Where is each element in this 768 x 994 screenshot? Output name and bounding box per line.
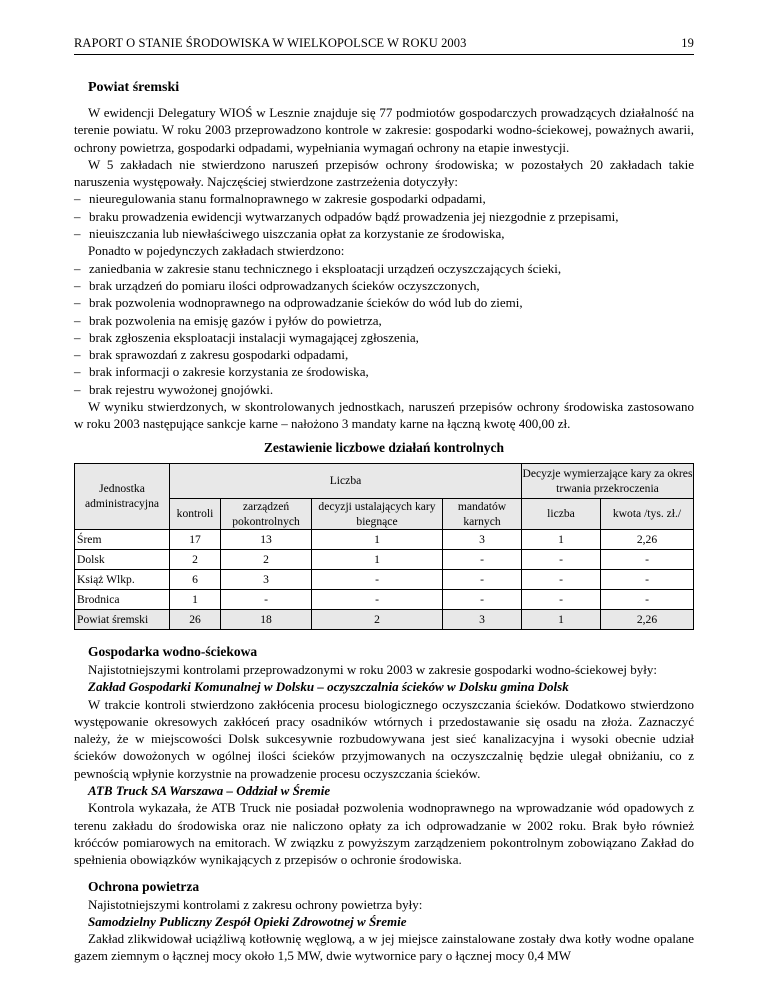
liczba-header: liczba	[522, 498, 601, 529]
count-group-header: Liczba	[170, 463, 522, 498]
table-row: Dolsk 2 2 1 - - -	[75, 549, 694, 569]
list-item: – brak rejestru wywożonej gnojówki.	[74, 381, 274, 397]
mandatow-header: mandatów karnych	[443, 498, 522, 529]
table-row: Śrem 17 13 1 3 1 2,26	[75, 529, 694, 549]
table-row: Książ Wlkp. 6 3 - - - -	[75, 569, 694, 589]
air-subheading: Samodzielny Publiczny Zespół Opieki Zdrowotnej w Śremie	[88, 913, 407, 929]
running-header	[74, 36, 694, 51]
list-item: – nieuregulowania stanu formalnoprawnego w zakresie gospodarki odpadami,	[74, 191, 486, 207]
page-number: 19	[681, 36, 694, 50]
list-item: – brak urządzeń do pomiaru ilości odprowadzanych ścieków oczyszczonych,	[74, 277, 480, 293]
water-subheading: ATB Truck SA Warszawa – Oddział w Śremie	[88, 783, 331, 799]
decyzji-header: decyzji ustalających kary biegnące	[312, 498, 443, 529]
water-paragraph: Kontrola wykazała, że ATB Truck nie posiadał pozwolenia wodnoprawnego na wprowadzanie wód opadowych z terenu zakładu do środowiska oraz nie naliczono opłaty za ich odprowadzanie w 2002 roku. Brak było również króćców pomiarowych na emitorach. W związku z powyższym zarządzeniem pokontrolnym zobowiązano Zakład do spełnienia obowiązków wynikających z przepisów o ochronie środowiska.	[74, 800, 694, 868]
air-section-title: Ochrona powietrza	[88, 878, 200, 894]
water-section-title: Gospodarka wodno-ściekowa	[88, 643, 258, 659]
section-title: Powiat śremski	[88, 80, 180, 95]
list-item: – brak pozwolenia na emisję gazów i pyłów do powietrza,	[74, 312, 382, 328]
kontroli-header: kontroli	[170, 498, 221, 529]
summary-paragraph: W wyniku stwierdzonych, w skontrolowanych jednostkach, naruszeń przepisów ochrony środowiska zastosowano w roku 2003 następujące sankcje karne – nałożono 3 mandaty karne na łączną kwotę 400,00 zł.	[74, 399, 694, 432]
header-divider	[74, 54, 694, 55]
list-item: – braku prowadzenia ewidencji wytwarzanych odpadów bądź prowadzenia jej niezgodnie z przepisami,	[74, 208, 619, 224]
air-intro: Najistotniejszymi kontrolami z zakresu ochrony powietrza były:	[88, 896, 423, 912]
water-intro: Najistotniejszymi kontrolami przeprowadzonymi w roku 2003 w zakresie gospodarki wodno-ściekowej były:	[88, 661, 657, 677]
control-actions-table	[74, 463, 694, 630]
list-item: – brak sprawozdań z zakresu gospodarki odpadami,	[74, 347, 349, 363]
list2-intro: Ponadto w pojedynczych zakładach stwierdzono:	[88, 243, 345, 259]
report-title: RAPORT O STANIE ŚRODOWISKA W WIELKOPOLSCE W ROKU 2003	[74, 36, 467, 50]
zarzadzen-header: zarządzeń pokontrolnych	[221, 498, 312, 529]
list-item: – brak informacji o zakresie korzystania ze środowiska,	[74, 364, 369, 380]
violations-list	[74, 190, 694, 242]
table-header-row	[75, 463, 694, 498]
table-title: Zestawienie liczbowe działań kontrolnych	[263, 439, 505, 455]
single-violations-list	[74, 260, 694, 398]
air-paragraph: Zakład zlikwidował uciążliwą kotłownię węglową, a w jej miejsce zainstalowane zostały dwa kotły wodne opalane gazem ziemnym o łącznej mocy około 1,5 MW, dwie wytwornice pary o łącznej mocy 0,4 MW	[74, 931, 694, 964]
table-row: Brodnica 1 - - - - -	[75, 589, 694, 609]
intro-paragraph: W 5 zakładach nie stwierdzono naruszeń przepisów ochrony środowiska; w pozostałych 20 zakładach takie naruszenia występowały. Najczęściej stwierdzone zastrzeżenia dotyczyły:	[74, 156, 694, 190]
intro-paragraph: W ewidencji Delegatury WIOŚ w Lesznie znajduje się 77 podmiotów gospodarczych prowadzących działalność na terenie powiatu. W roku 2003 przeprowadzono kontrole w zakresie: gospodarki wodno-ściekowej, poważnych awarii, ochrony powietrza, gospodarki odpadami, wypełniania wymagań ochrony na etapie inwestycji.	[74, 105, 694, 155]
table-total-row: Powiat śremski 26 18 2 3 1 2,26	[75, 609, 694, 629]
water-subheading: Zakład Gospodarki Komunalnej w Dolsku – oczyszczalnia ścieków w Dolsku gmina Dolsk	[88, 679, 569, 695]
list-item: – brak pozwolenia wodnoprawnego na odprowadzanie ścieków do wód lub do ziemi,	[74, 295, 523, 311]
water-paragraph: W trakcie kontroli stwierdzono zakłócenia procesu biologicznego oczyszczania ścieków. Dodatkowo stwierdzono występowanie okresowych zakłóceń pracy osadników wtórnych i przedostawanie się osadu na złoża. Zaznaczyć należy, że w miejscowości Dolsk sukcesywnie rozbudowywana jest sieć kanalizacyjna i wysoki obecnie udział ścieków dowożonych w ogólnej ilości ścieków przyjmowanych na oczyszczalnię będzie ulegał obniżaniu, co z pewnością wpłynie korzystnie na prowadzenie procesu oczyszczania ścieków.	[74, 696, 694, 781]
list-item: – zaniedbania w zakresie stanu technicznego i eksploatacji urządzeń oczyszczających ścieki,	[74, 260, 562, 276]
kwota-header: kwota /tys. zł./	[601, 498, 694, 529]
list-item: – nieuiszczania lub niewłaściwego uiszczania opłat za korzystanie ze środowiska,	[74, 226, 505, 242]
list-item: – brak zgłoszenia eksploatacji instalacji wymagającej zgłoszenia,	[74, 329, 419, 345]
page-content	[74, 79, 694, 965]
unit-header: Jednostka administracyjna	[75, 463, 170, 529]
fines-group-header: Decyzje wymierzające kary za okres trwania przekroczenia	[522, 463, 694, 498]
